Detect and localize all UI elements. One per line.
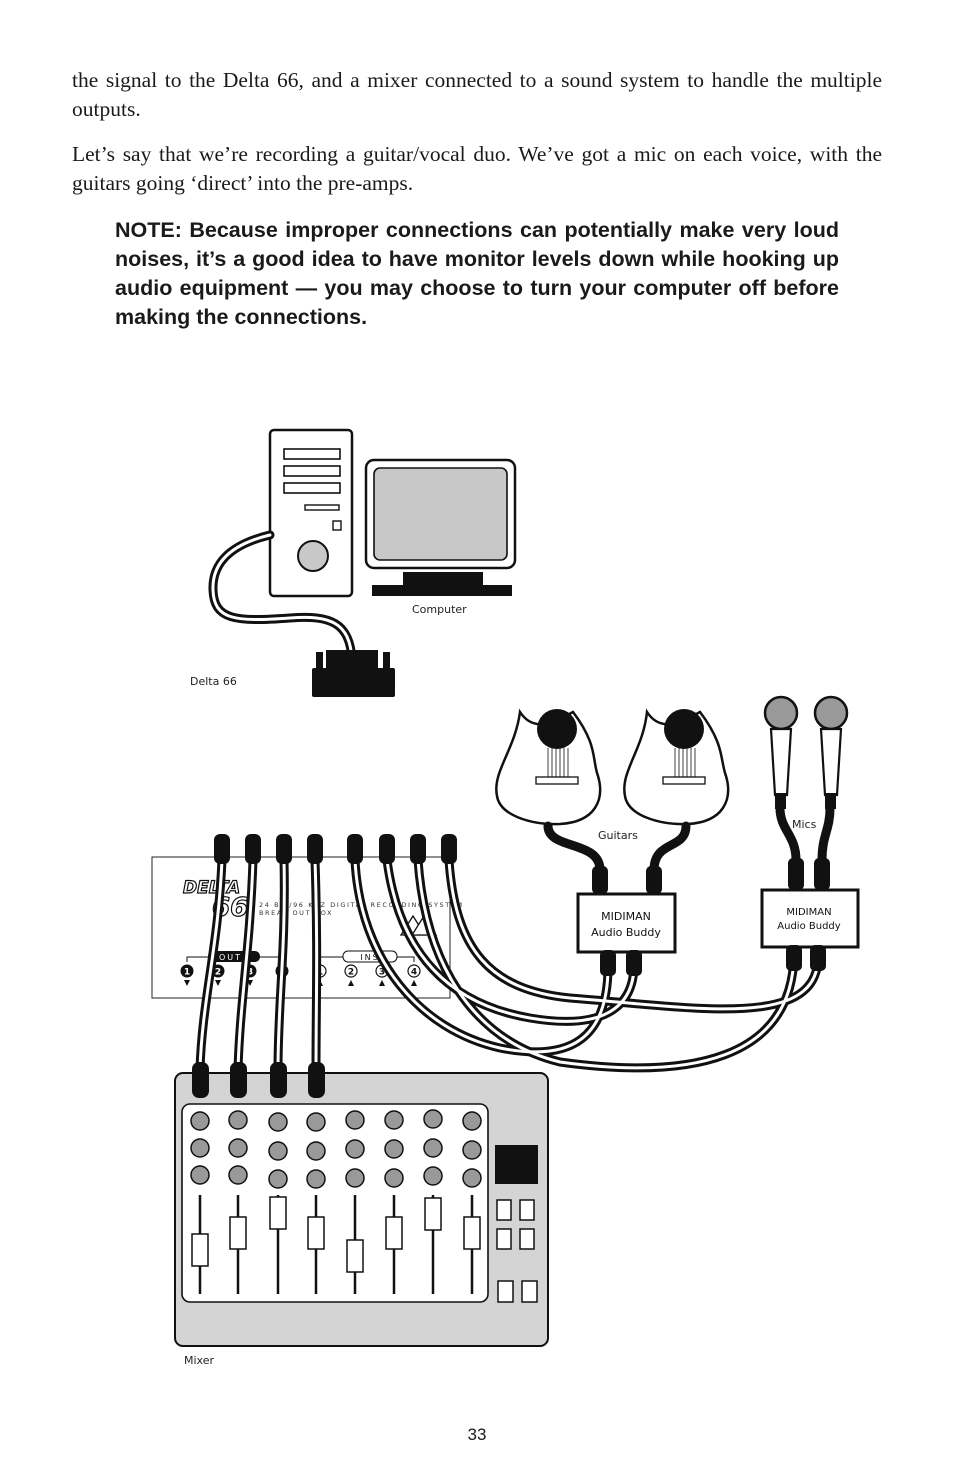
ins-label: INS xyxy=(360,953,380,962)
computer-label: Computer xyxy=(412,603,467,616)
out-jack-4-number: 4 xyxy=(278,967,286,978)
in-jack-3-number: 3 xyxy=(378,967,386,978)
mic-left xyxy=(765,697,797,809)
note-paragraph: NOTE: Because improper connections can potentially make very loud noises, it’s a good idea to have monitor levels down while hooking up audio equipment — you may choose to turn your computer off before making the connections. xyxy=(115,218,839,329)
breakout-subtitle-1: 24 BIT/96 KHZ DIGITAL RECORDING SYSTEM xyxy=(259,901,464,909)
audio-buddy-left-line1: MIDIMAN xyxy=(601,910,651,923)
audio-buddy-right-line2: Audio Buddy xyxy=(777,921,841,932)
computer-tower xyxy=(270,430,352,596)
mixer-label: Mixer xyxy=(184,1354,215,1367)
mixer xyxy=(175,1062,548,1346)
guitar-right xyxy=(624,709,728,824)
delta-logo: DELTA xyxy=(183,878,241,898)
computer-monitor xyxy=(366,460,515,596)
out-jack-2-number: 2 xyxy=(214,967,222,978)
delta-66-label: Delta 66 xyxy=(190,675,237,688)
body-paragraph-1: the signal to the Delta 66, and a mixer connected to a sound system to handle the multiple outputs. xyxy=(72,68,882,121)
mics-label: Mics xyxy=(792,818,817,831)
audio-buddy-left xyxy=(578,894,675,952)
delta-logo-number: 66 xyxy=(212,893,249,923)
audio-buddy-right-line1: MIDIMAN xyxy=(786,907,832,918)
breakout-subtitle-2: BREAK OUT BOX xyxy=(259,909,334,917)
in-jack-1-number: 1 xyxy=(316,967,324,978)
guitar-left xyxy=(496,709,600,824)
outs-label: OUTS xyxy=(218,953,250,962)
out-jack-1-number: 1 xyxy=(183,967,191,978)
page-number: 33 xyxy=(467,1425,487,1444)
out-jack-3-number: 3 xyxy=(246,967,254,978)
mic-right xyxy=(815,697,847,809)
audio-buddy-right xyxy=(762,890,858,947)
in-jack-2-number: 2 xyxy=(347,967,355,978)
delta-66-connector xyxy=(312,650,395,697)
in-jack-4-number: 4 xyxy=(410,967,418,978)
guitars-label: Guitars xyxy=(598,829,638,842)
body-paragraph-2: Let’s say that we’re recording a guitar/vocal duo. We’ve got a mic on each voice, with the guitars going ‘direct’ into the pre-amps. xyxy=(72,142,882,195)
audio-buddy-left-line2: Audio Buddy xyxy=(591,926,661,939)
